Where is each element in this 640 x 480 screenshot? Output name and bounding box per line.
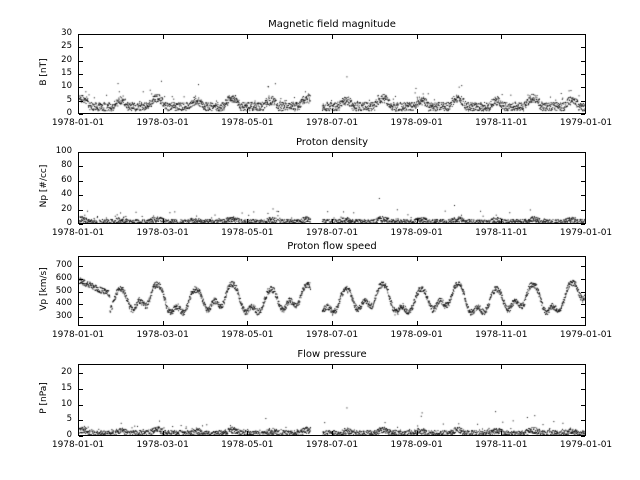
x-tick-mark <box>417 431 418 435</box>
y-tick-mark <box>79 373 83 374</box>
x-tick-label: 1978-05-01 <box>221 330 274 340</box>
x-tick-label: 1978-05-01 <box>221 440 274 450</box>
y-tick-label: 5 <box>66 95 72 105</box>
x-tick-label: 1978-01-01 <box>51 118 105 128</box>
y-tick-mark <box>581 373 585 374</box>
y-tick-label: 20 <box>61 204 72 214</box>
x-tick-label: 1978-09-01 <box>390 330 443 340</box>
y-tick-label: 15 <box>61 383 72 393</box>
x-tick-mark <box>163 365 164 369</box>
y-tick-label: 25 <box>61 41 72 51</box>
x-tick-label: 1978-03-01 <box>136 118 189 128</box>
x-tick-mark <box>585 431 586 435</box>
chart-title: Proton flow speed <box>287 241 377 252</box>
x-tick-mark <box>585 365 586 369</box>
x-tick-mark <box>78 365 79 369</box>
y-tick-mark <box>581 389 585 390</box>
y-tick-label: 60 <box>61 175 72 185</box>
y-tick-label: 20 <box>61 367 72 377</box>
y-tick-label: 0 <box>66 108 72 118</box>
x-tick-mark <box>247 431 248 435</box>
chart-title: Proton density <box>295 137 369 148</box>
y-axis-label: Vp [km/s] <box>39 267 49 311</box>
chart-title: Magnetic field magnitude <box>268 19 396 30</box>
x-tick-label: 1978-07-01 <box>305 330 359 340</box>
y-tick-label: 10 <box>61 81 72 91</box>
x-tick-label: 1978-03-01 <box>136 228 189 238</box>
x-tick-mark <box>247 365 248 369</box>
x-tick-label: 1978-07-01 <box>305 440 359 450</box>
x-tick-label: 1978-09-01 <box>390 228 443 238</box>
y-tick-mark <box>581 420 585 421</box>
y-tick-mark <box>79 436 83 437</box>
y-tick-label: 300 <box>55 311 72 321</box>
x-tick-label: 1978-03-01 <box>136 330 189 340</box>
y-tick-label: 20 <box>61 55 72 65</box>
y-tick-label: 500 <box>55 286 72 296</box>
y-tick-label: 40 <box>61 189 72 199</box>
y-tick-label: 80 <box>61 160 72 170</box>
y-tick-mark <box>79 389 83 390</box>
x-tick-label: 1979-01-01 <box>559 228 613 238</box>
x-tick-mark <box>163 431 164 435</box>
x-tick-label: 1978-11-01 <box>475 228 528 238</box>
plot-area <box>78 364 586 436</box>
y-axis-label: P [nPa] <box>39 382 49 414</box>
y-tick-mark <box>581 405 585 406</box>
y-tick-mark <box>79 420 83 421</box>
x-tick-label: 1979-01-01 <box>559 440 613 450</box>
x-tick-label: 1978-11-01 <box>475 440 528 450</box>
y-axis-label: Np [#/cc] <box>39 164 49 208</box>
x-tick-label: 1979-01-01 <box>559 118 613 128</box>
x-tick-mark <box>332 431 333 435</box>
x-tick-mark <box>501 431 502 435</box>
x-tick-label: 1978-11-01 <box>475 330 528 340</box>
x-tick-label: 1978-01-01 <box>51 330 105 340</box>
x-tick-label: 1978-11-01 <box>475 118 528 128</box>
y-tick-label: 0 <box>66 218 72 228</box>
y-tick-label: 10 <box>61 399 72 409</box>
x-tick-label: 1978-07-01 <box>305 118 359 128</box>
x-tick-label: 1978-09-01 <box>390 118 443 128</box>
x-tick-label: 1978-05-01 <box>221 118 274 128</box>
y-tick-label: 600 <box>55 273 72 283</box>
y-tick-label: 5 <box>66 414 72 424</box>
data-points-layer <box>79 365 586 436</box>
x-tick-label: 1978-09-01 <box>390 440 443 450</box>
x-tick-label: 1978-03-01 <box>136 440 189 450</box>
y-tick-label: 400 <box>55 298 72 308</box>
x-tick-label: 1978-05-01 <box>221 228 274 238</box>
y-tick-label: 30 <box>61 28 72 38</box>
y-tick-mark <box>79 405 83 406</box>
x-tick-mark <box>417 365 418 369</box>
x-tick-label: 1978-01-01 <box>51 440 105 450</box>
chart-title: Flow pressure <box>297 349 367 360</box>
y-tick-label: 15 <box>61 68 72 78</box>
x-tick-label: 1978-01-01 <box>51 228 105 238</box>
x-tick-mark <box>501 365 502 369</box>
y-tick-label: 0 <box>66 430 72 440</box>
x-tick-label: 1978-07-01 <box>305 228 359 238</box>
x-tick-label: 1979-01-01 <box>559 330 613 340</box>
x-tick-mark <box>78 431 79 435</box>
y-tick-label: 700 <box>55 260 72 270</box>
y-axis-label: B [nT] <box>39 58 49 86</box>
x-tick-mark <box>332 365 333 369</box>
y-tick-mark <box>581 436 585 437</box>
y-tick-label: 100 <box>55 146 72 156</box>
